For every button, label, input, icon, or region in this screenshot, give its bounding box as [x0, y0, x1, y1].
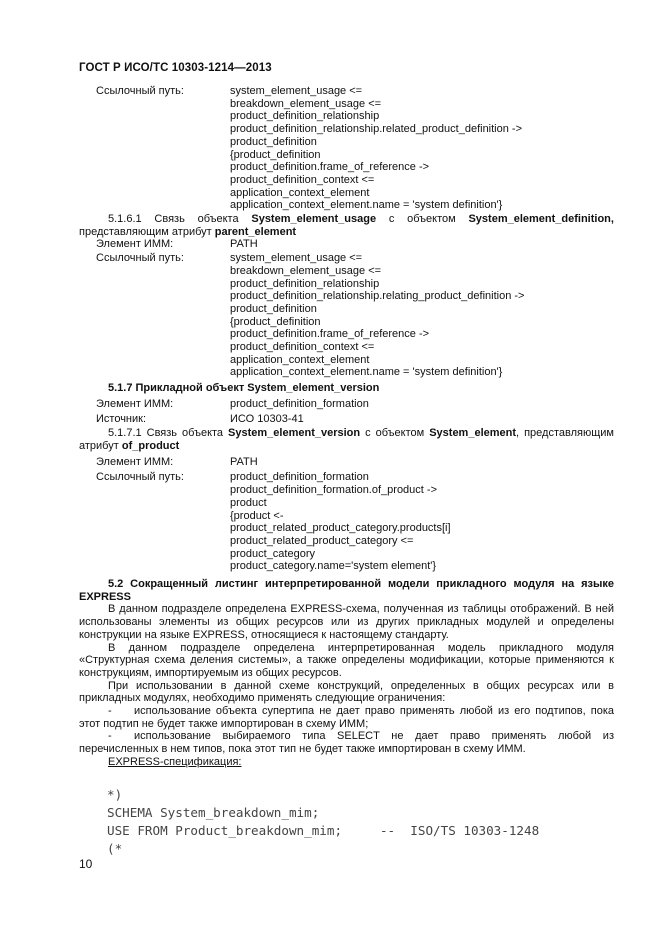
ref-path-block-1: [79, 85, 614, 212]
path-line: product_definition_relationship.related_product_definition ->: [230, 123, 523, 136]
path-line: breakdown_element_usage <=: [230, 264, 382, 277]
path-line: application_context_element: [230, 353, 370, 366]
path-line: product_definition_context <=: [230, 173, 375, 186]
path-line: product_category.name='system element'}: [230, 560, 437, 573]
ref-path-lines: [230, 85, 614, 212]
ref-path-block-2: [79, 252, 614, 379]
section-5-1-6-1-line1: [79, 213, 614, 226]
text: с объектом: [365, 427, 425, 440]
imm-element-row: [79, 456, 614, 469]
paragraph-2-line: «Структурная схема деления системы», а также определены модификации, которые применяются к: [79, 654, 614, 667]
word: объекта: [197, 213, 239, 226]
source-value: ИСО 10303-41: [230, 412, 304, 425]
list-item: [79, 730, 614, 743]
paragraph-3-line: При использовании в данной схеме конструкций, определенных в общих ресурсах или в: [108, 679, 614, 692]
entity-name: System_element_version: [228, 427, 361, 440]
section-5-2-title: 5.2 Сокращенный листинг интерпретированной модели прикладного модуля на языке: [108, 578, 614, 591]
source-row: [79, 413, 614, 426]
entity-name: System_element_usage: [251, 213, 377, 226]
entity-name: System_element_definition,: [468, 213, 614, 226]
express-code-block: [107, 786, 539, 858]
path-line: product_definition_formation: [230, 471, 369, 484]
imm-element-row: [79, 398, 614, 411]
imm-element-label: Элемент ИММ:: [96, 397, 174, 410]
path-line: product_definition: [230, 135, 317, 148]
text: представляющим атрибут: [79, 225, 212, 238]
path-line: {product <-: [230, 509, 284, 522]
code-line: USE FROM Product_breakdown_mim; -- ISO/TS 10303-1248: [107, 823, 540, 838]
dash-marker: -: [108, 730, 112, 743]
imm-element-value: product_definition_formation: [230, 397, 369, 410]
word: объектом: [407, 213, 456, 226]
imm-element-value: PATH: [230, 455, 258, 468]
path-line: system_element_usage <=: [230, 85, 363, 97]
code-line: SCHEMA System_breakdown_mim;: [107, 805, 320, 820]
section-5-1-7-1-line1: [79, 427, 614, 440]
page-header: ГОСТ Р ИСО/ТС 10303-1214—2013: [79, 62, 272, 74]
list-item-cont: перечисленных в нем типов, пока этот тип не будет также импортирован в схему ИММ.: [79, 743, 526, 756]
path-line: product_related_product_category <=: [230, 534, 414, 547]
path-line: application_context_element.name = 'system definition'}: [230, 199, 503, 212]
ref-path-lines: [230, 252, 614, 379]
path-line: product_definition_context <=: [230, 341, 375, 354]
path-line: product_definition_formation.of_product ->: [230, 484, 437, 497]
path-line: system_element_usage <=: [230, 252, 363, 265]
path-line: product_definition_relationship.relating_product_definition ->: [230, 290, 525, 303]
paragraph-2-line: В данном подразделе определена интерпретированная модель прикладного модуля: [108, 641, 614, 654]
path-line: product: [230, 496, 267, 509]
section-5-1-6-1-line2: [79, 226, 614, 239]
path-line: {product_definition: [230, 315, 321, 328]
ref-path-label: Ссылочный путь:: [96, 85, 184, 97]
express-spec-label: EXPRESS-спецификация:: [108, 755, 242, 768]
paragraph-1-line: использованы элементы из общих ресурсов или из других прикладных модулей и определены: [79, 616, 614, 629]
path-line: product_definition.frame_of_reference ->: [230, 328, 430, 341]
text: 5.1.7.1 Связь объекта: [108, 427, 224, 440]
section-5-1-7-title: 5.1.7 Прикладной объект System_element_version: [108, 382, 380, 395]
paragraph-1-line: В данном подразделе определена EXPRESS-схема, полученная из таблицы отображений. В ней: [108, 603, 614, 616]
ref-path-label: Ссылочный путь:: [96, 471, 184, 484]
path-line: product_related_product_category.products[i]: [230, 522, 451, 535]
paragraph-3-line: прикладных модулях, необходимо применять следующие ограничения:: [79, 692, 446, 705]
word: Связь: [154, 213, 185, 226]
imm-element-label: Элемент ИММ:: [96, 238, 174, 251]
entity-name: System_element: [429, 427, 517, 440]
page-number: 10: [79, 857, 93, 871]
path-line: product_definition_relationship: [230, 110, 380, 123]
imm-element-value: PATH: [230, 238, 258, 251]
code-line: *): [107, 787, 123, 802]
ref-path-label: Ссылочный путь:: [96, 252, 184, 265]
section-5-1-7-1-line2: [79, 440, 614, 453]
text: атрибут: [79, 439, 119, 452]
section-number: 5.1.6.1: [108, 213, 142, 226]
list-item-text: использование выбираемого типа SELECT не дает право применять любой из: [134, 730, 614, 743]
imm-element-row: [79, 238, 614, 251]
path-line: product_definition: [230, 302, 317, 315]
paragraph-2-line: конструкциям, импортируемым из общих ресурсов.: [79, 666, 342, 679]
source-label: Источник:: [96, 412, 147, 425]
path-line: application_context_element.name = 'system definition'}: [230, 366, 503, 379]
document-body: [79, 85, 614, 769]
path-line: breakdown_element_usage <=: [230, 97, 382, 110]
dash-marker: -: [108, 705, 112, 718]
attribute-name: of_product: [121, 439, 180, 452]
list-item-text: использование объекта супертипа не дает право применять любой из его подтипов, пока: [134, 705, 614, 718]
path-line: product_category: [230, 547, 315, 560]
code-line: (*: [107, 841, 123, 856]
attribute-name: parent_element: [214, 225, 297, 238]
word: с: [388, 213, 395, 226]
list-item: [79, 705, 614, 718]
list-item-cont: этот подтип не будет также импортирован в схему ИММ;: [79, 717, 369, 730]
path-line: product_definition.frame_of_reference ->: [230, 161, 430, 174]
path-line: product_definition_relationship: [230, 277, 380, 290]
imm-element-label: Элемент ИММ:: [96, 455, 174, 468]
paragraph-1-line: конструкции на языке EXPRESS, относящиеся к настоящему стандарту.: [79, 628, 449, 641]
ref-path-block-3: [79, 471, 614, 573]
path-line: application_context_element: [230, 186, 370, 199]
section-5-2-title-cont: EXPRESS: [79, 590, 131, 603]
ref-path-lines: [230, 471, 614, 573]
path-line: {product_definition: [230, 148, 321, 161]
text: , представляющим: [516, 427, 614, 440]
